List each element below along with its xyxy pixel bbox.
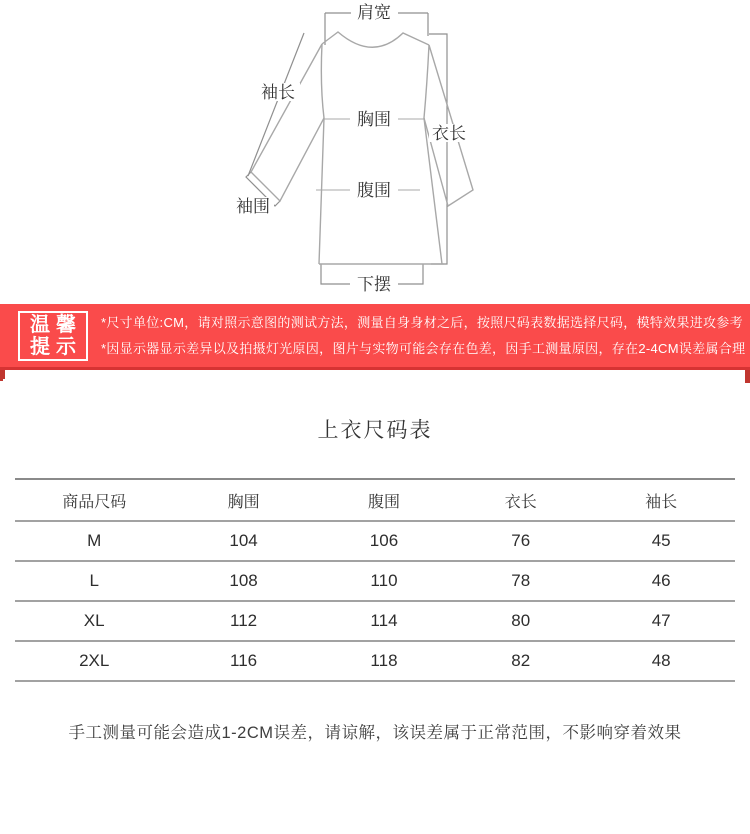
- label-abdomen: 腹围: [357, 181, 391, 200]
- table-row-xl: [15, 601, 735, 641]
- col-header-chest: 胸围: [227, 493, 260, 511]
- cell-length: 82: [511, 651, 531, 670]
- label-hem: 下摆: [357, 275, 391, 294]
- notice-text: [101, 310, 750, 362]
- edge-artifact-top-right: [745, 370, 750, 383]
- label-chest: 胸围: [357, 110, 391, 129]
- circumference-lines: [316, 119, 424, 190]
- col-header-sleeve: 袖长: [645, 493, 678, 511]
- cell-sleeve: 45: [651, 531, 671, 550]
- table-row-2xl: [15, 641, 735, 681]
- measurement-footnote: 手工测量可能会造成1-2CM误差，请谅解，该误差属于正常范围，不影响穿着效果: [68, 724, 682, 742]
- cell-size: M: [87, 531, 102, 550]
- col-header-length: 衣长: [504, 493, 537, 511]
- label-shoulder-width: 肩宽: [357, 3, 391, 22]
- cell-size: XL: [83, 611, 105, 630]
- table-row-l: [15, 561, 735, 601]
- label-sleeve-length: 袖长: [261, 83, 295, 102]
- notice-line-1: *尺寸单位:CM，请对照示意图的测试方法，测量自身身材之后，按照尺码表数据选择尺码，模特效果进攻参考: [101, 314, 743, 330]
- cell-size: 2XL: [79, 651, 110, 670]
- cell-abdomen: 114: [370, 611, 398, 630]
- warm-tips-tag: [18, 311, 88, 361]
- notice-bar: [0, 304, 750, 370]
- size-table-header-row: [15, 479, 735, 521]
- label-backplates: [232, 3, 470, 293]
- cell-length: 76: [511, 531, 531, 550]
- cell-abdomen: 106: [369, 531, 399, 550]
- edge-artifact-bottom-left: [0, 370, 3, 381]
- diagram-labels: [236, 3, 466, 294]
- garment-outline: [251, 32, 473, 264]
- cell-length: 80: [511, 611, 531, 630]
- warm-tips-tag-line1: 温馨: [30, 313, 82, 336]
- cell-abdomen: 118: [370, 651, 398, 670]
- cell-chest: 116: [230, 651, 258, 670]
- cell-abdomen: 110: [370, 571, 398, 590]
- size-table: [15, 478, 735, 682]
- notice-line-2: *因显示器显示差异以及拍摄灯光原因，图片与实物可能会存在色差，因手工测量原因，存在2-4CM误差属合理: [101, 340, 746, 356]
- col-header-abdomen: 腹围: [367, 493, 400, 511]
- size-chart-title: 上衣尺码表: [317, 419, 433, 442]
- cell-length: 78: [511, 571, 531, 590]
- garment-diagram-svg: [0, 0, 750, 300]
- measure-lines: [246, 13, 447, 284]
- cell-sleeve: 46: [651, 571, 671, 590]
- warm-tips-tag-line2: 提示: [30, 335, 82, 358]
- cell-sleeve: 47: [651, 611, 671, 630]
- label-garment-length: 衣长: [432, 124, 466, 143]
- garment-measurement-diagram: [0, 0, 750, 300]
- col-header-size: 商品尺码: [62, 493, 127, 511]
- cell-size: L: [89, 571, 99, 590]
- label-cuff: 袖围: [236, 197, 270, 216]
- cell-chest: 108: [229, 571, 258, 590]
- cell-sleeve: 48: [651, 651, 671, 670]
- table-row-m: [15, 521, 735, 561]
- cell-chest: 112: [230, 611, 258, 630]
- cell-chest: 104: [229, 531, 258, 550]
